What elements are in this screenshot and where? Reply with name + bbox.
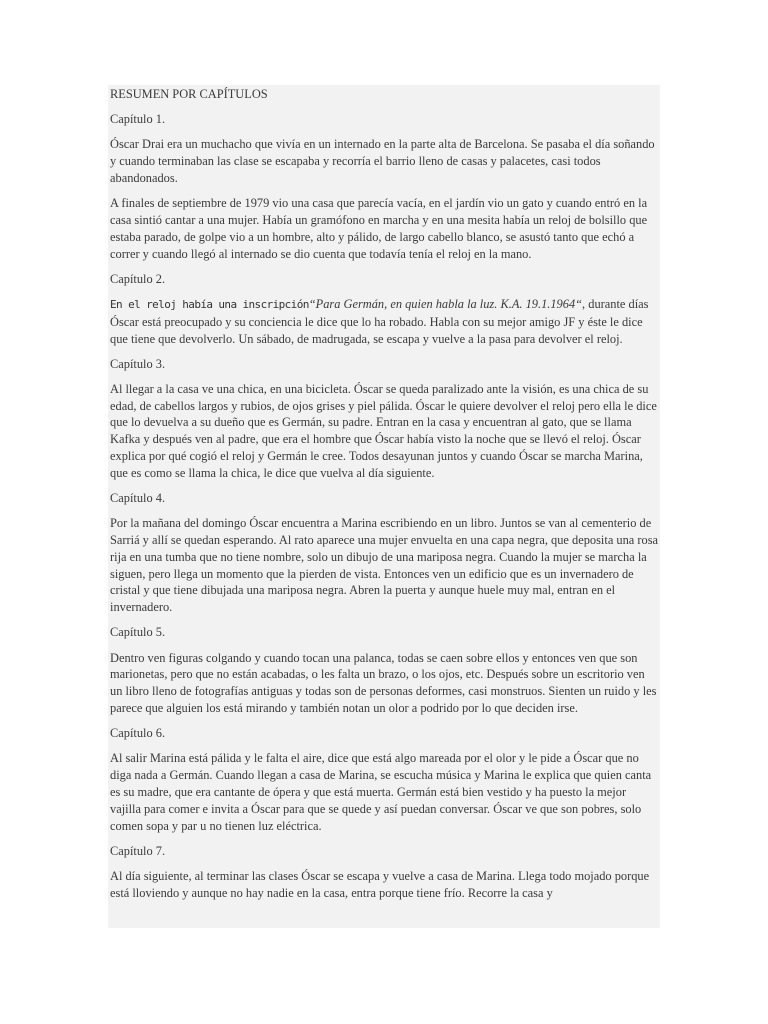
chapter-2-paragraph-1 — [110, 296, 660, 347]
chapter-6-heading: Capítulo 6. — [110, 726, 166, 741]
document-content — [110, 86, 660, 910]
chapter-5-paragraph-1: Dentro ven figuras colgando y cuando tocan una palanca, todas se caen sobre ellos y entonces ven que son marionetas, pero que no están acabadas, o les falta un brazo, o los ojos, etc. Después sobre un escritorio ven un libro lleno de fotografías antiguas y todas son de personas deformes, casi monstruos. Sienten un ruido y les parece que alguien los está mirando y también notan un olor a podrido por lo que deciden irse. — [110, 650, 657, 715]
document-page — [108, 85, 660, 928]
chapter-4-paragraph-1: Por la mañana del domingo Óscar encuentra a Marina escribiendo en un libro. Juntos se van al cementerio de Sarriá y allí se quedan esperando. Al rato aparece una mujer envuelta en una capa negra, que deposita una rosa rija en una tumba que no tiene nombre, solo un dibujo de una mariposa negra. Cuando la mujer se marcha la siguen, pero llega un momento que la pierden de vista. Entonces ven un edificio que es un invernadero de cristal y que tiene dibujada una mariposa negra. Abren la puerta y aunque huele muy mal, entran en el invernadero. — [110, 516, 659, 615]
chapter-7-paragraph-1: Al día siguiente, al terminar las clases Óscar se escapa y vuelve a casa de Marina. Llega todo mojado porque está lloviendo y aunque no hay nadie en la casa, entra porque tiene frío. Recorre la casa y — [110, 868, 650, 900]
chapter-2-heading: Capítulo 2. — [110, 271, 166, 286]
chapter-1-heading: Capítulo 1. — [110, 112, 166, 127]
chapter-2-lead-rest: , durante días Óscar está preocupado y su conciencia le dice que lo ha robado. Habla con su mejor amigo JF y éste le dice que tiene que devolverlo. Un sábado, de madrugada, se escapa y vuelve a la pasa para devolver el reloj. — [110, 296, 649, 346]
chapter-2-inscription-quote: “Para Germán, en quien habla la luz. K.A. 19.1.1964“ — [308, 296, 583, 311]
chapter-2-lead-mono: En el reloj había una inscripción — [110, 297, 309, 311]
chapter-4-heading: Capítulo 4. — [110, 491, 166, 506]
chapter-7-heading: Capítulo 7. — [110, 843, 166, 858]
chapter-1-paragraph-2: A finales de septiembre de 1979 vio una casa que parecía vacía, en el jardín vio un gato y cuando entró en la casa sintió cantar a una mujer. Había un gramófono en marcha y en una mesita había un reloj de bolsillo que estaba parado, de golpe vio a un hombre, alto y pálido, de largo cabello blanco, se asustó tanto que echó a correr y cuando llegó al internado se dio cuenta que todavía tenía el reloj en la mano. — [110, 196, 648, 261]
chapter-3-paragraph-1: Al llegar a la casa ve una chica, en una bicicleta. Óscar se queda paralizado ante la visión, es una chica de su edad, de cabellos largos y rubios, de ojos grises y piel pálida. Óscar le quiere devolver el reloj pero ella le dice que lo devuelva a su dueño que es Germán, su padre. Entran en la casa y encuentran al gato, que se llama Kafka y después ven al padre, que era el hombre que Óscar había visto la noche que se llevó el reloj. Óscar explica por qué cogió el reloj y Germán le cree. Todos desayunan juntos y cuando Óscar se marcha Marina, que es como se llama la chica, le dice que vuelva al día siguiente. — [110, 381, 657, 480]
chapter-5-heading: Capítulo 5. — [110, 625, 166, 640]
chapter-1-paragraph-1: Óscar Drai era un muchacho que vivía en un internado en la parte alta de Barcelona. Se pasaba el día soñando y cuando terminaban las clase se escapaba y recorría el barrio lleno de casas y palacetes, casi todos abandonados. — [110, 137, 655, 185]
document-title: RESUMEN POR CAPÍTULOS — [110, 87, 268, 101]
chapter-6-paragraph-1: Al salir Marina está pálida y le falta el aire, dice que está algo mareada por el olor y le pide a Óscar que no diga nada a Germán. Cuando llegan a casa de Marina, se escucha música y Marina le explica que quien canta es su madre, que era cantante de ópera y que está muerta. Germán está bien vestido y ha puesto la mejor vajilla para comer e invita a Óscar para que se quede y así puedan conversar. Óscar ve que son pobres, solo comen sopa y par u no tienen luz eléctrica. — [110, 751, 652, 833]
chapter-3-heading: Capítulo 3. — [110, 356, 166, 371]
